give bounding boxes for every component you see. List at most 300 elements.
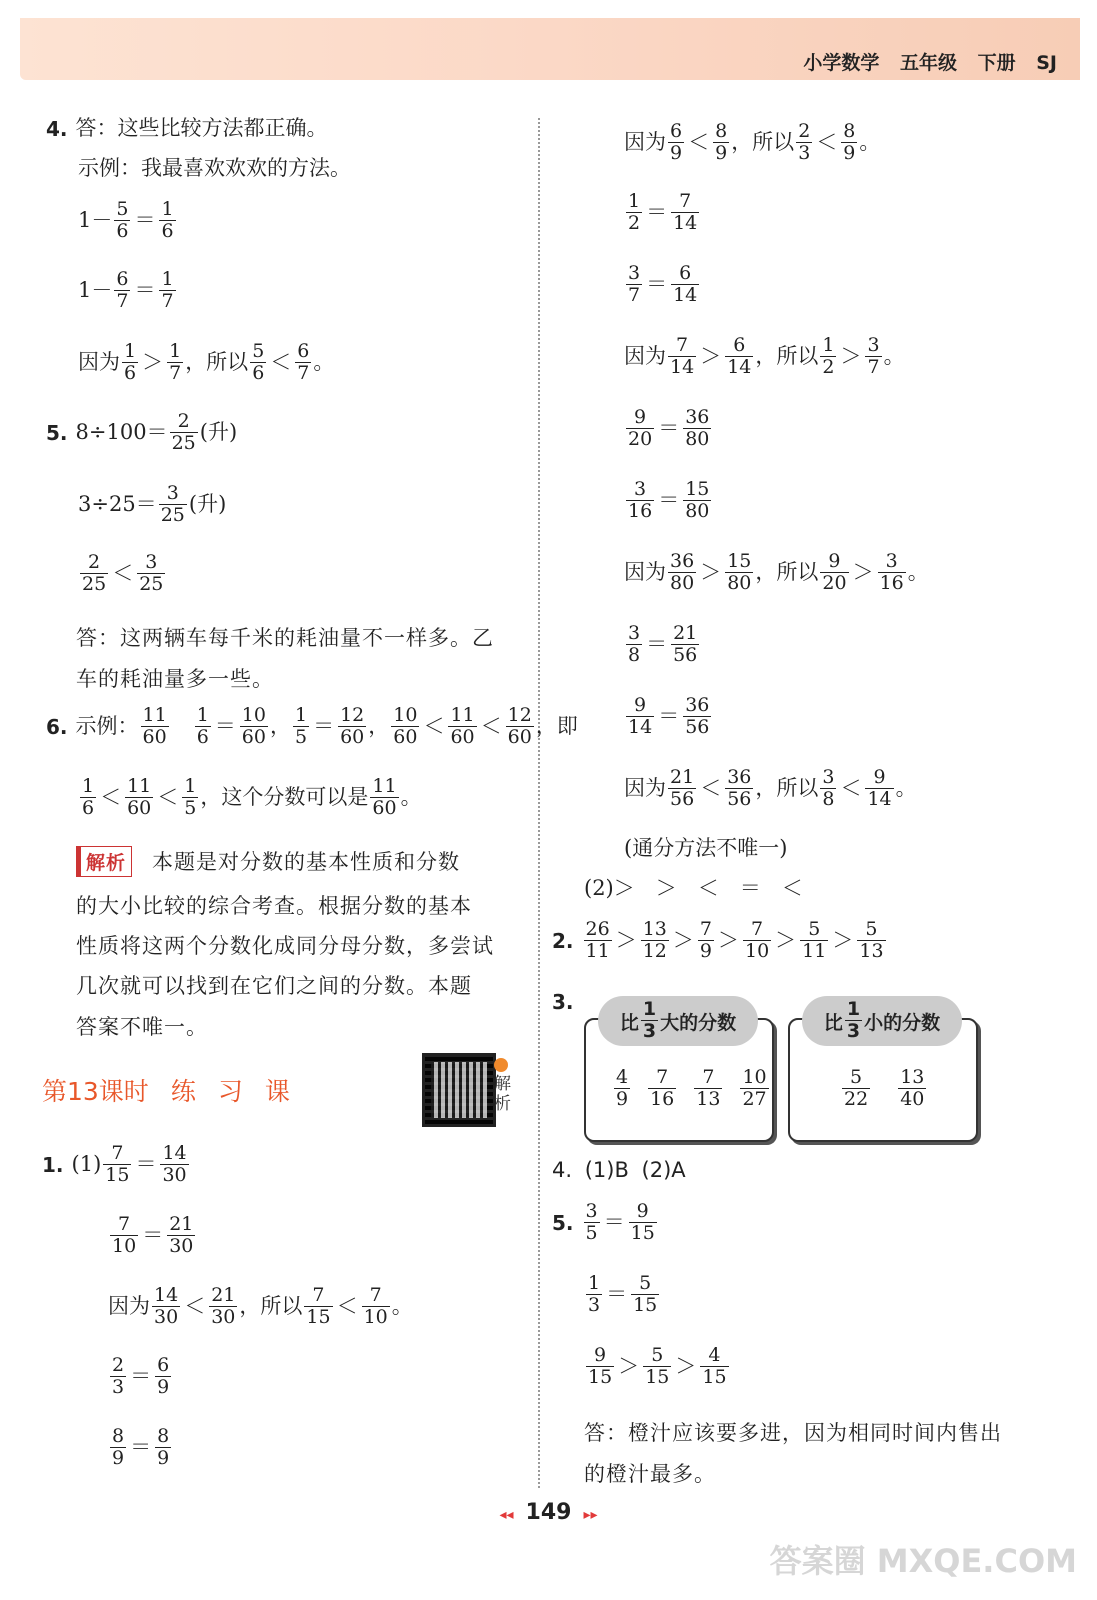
r-q5-compare: $\frac{9}{15}$ ＞ $\frac{5}{15}$ ＞ $\frac{4}{15}$	[588, 1344, 727, 1388]
fraction	[152, 1286, 180, 1328]
r-part2: (2)＞ ＞ ＜ ＝ ＜	[584, 876, 803, 900]
numerator: 6	[116, 268, 129, 290]
fraction	[668, 768, 696, 810]
fraction	[110, 1427, 126, 1469]
numerator: 1	[822, 334, 835, 356]
numerator: 9	[636, 1200, 649, 1222]
fraction	[362, 1286, 390, 1328]
denominator: 7	[169, 361, 182, 384]
denominator: 7	[297, 361, 310, 384]
play-icon	[494, 1058, 508, 1072]
numerator: 11	[127, 775, 152, 797]
numerator: 9	[634, 406, 647, 428]
q5-answer-line2: 车的耗油量多一些。	[76, 667, 274, 691]
denominator: 6	[116, 219, 129, 242]
denominator: 22	[844, 1087, 869, 1110]
denominator: 80	[727, 571, 752, 594]
header-title: 小学数学 五年级 下册 SJ	[803, 52, 1057, 74]
denominator: 6	[196, 725, 209, 748]
numerator: 3	[628, 262, 641, 284]
denominator: 6	[252, 361, 265, 384]
denominator: 14	[673, 283, 698, 306]
numerator: 7	[702, 1066, 715, 1088]
denominator: 56	[727, 787, 752, 810]
numerator: 11	[450, 704, 475, 726]
denominator: 6	[161, 219, 174, 242]
r-eq-3: $\frac{9}{20}$ ＝ $\frac{36}{80}$	[628, 406, 710, 450]
denominator: 20	[628, 427, 653, 450]
page-number: ◂◂ 149 ▸▸	[499, 1500, 598, 1525]
numerator: 36	[727, 766, 752, 788]
numerator: 1	[124, 340, 137, 362]
numerator: 21	[670, 766, 695, 788]
numerator: 9	[873, 766, 886, 788]
fraction	[648, 1068, 676, 1110]
numerator: 3	[628, 622, 641, 644]
numerator: 1	[642, 998, 657, 1021]
numerator: 12	[340, 704, 365, 726]
denominator: 9	[112, 1446, 125, 1469]
fraction	[159, 484, 187, 526]
numerator: 10	[241, 704, 266, 726]
fraction	[671, 264, 699, 306]
next-arrow-icon: ▸▸	[583, 1507, 598, 1523]
r-q5-eq1: 5. $\frac{3}{5}$ ＝ $\frac{9}{15}$	[552, 1200, 655, 1244]
jiexi-line4: 几次就可以找到在它们之间的分数。本题	[76, 974, 472, 998]
denominator: 12	[642, 939, 667, 962]
denominator: 60	[507, 725, 532, 748]
numerator: 5	[116, 198, 129, 220]
fraction	[743, 920, 771, 962]
fraction	[694, 1068, 722, 1110]
fraction	[167, 342, 183, 384]
numerator: 6	[679, 262, 692, 284]
numerator: 7	[118, 1213, 131, 1235]
numerator: 21	[211, 1284, 236, 1306]
q5-compare: $\frac{2}{25}$ ＜ $\frac{3}{25}$	[82, 551, 164, 595]
denominator: 20	[822, 571, 847, 594]
bigger-fractions-list	[612, 1068, 771, 1110]
numerator: 1	[161, 268, 174, 290]
numerator: 7	[676, 334, 689, 356]
jiexi-line2: 的大小比较的综合考查。根据分数的基本	[76, 894, 472, 918]
fraction	[155, 1356, 171, 1398]
r-note: (通分方法不唯一)	[624, 836, 788, 860]
denominator: 25	[160, 503, 185, 526]
numerator: 12	[507, 704, 532, 726]
denominator: 9	[843, 141, 856, 164]
fraction	[629, 1202, 657, 1244]
numerator: 3	[585, 1200, 598, 1222]
fraction	[391, 706, 419, 748]
denominator: 7	[867, 355, 880, 378]
fraction	[114, 270, 130, 312]
numerator: 36	[685, 694, 710, 716]
q4-example: 示例：我最喜欢欢欢的方法。	[78, 156, 351, 180]
numerator: 1	[161, 198, 174, 220]
numerator: 8	[157, 1425, 170, 1447]
denominator: 15	[588, 1365, 613, 1388]
fraction	[725, 552, 753, 594]
column-divider	[538, 118, 540, 1488]
jiexi-line1: 解析 本题是对分数的基本性质和分数	[76, 846, 460, 877]
fraction	[641, 1000, 658, 1042]
fraction	[626, 696, 654, 738]
denominator: 16	[650, 1087, 675, 1110]
r-q3-num: 3.	[552, 990, 574, 1014]
denominator: 7	[116, 289, 129, 312]
denominator: 5	[294, 725, 308, 748]
fraction	[370, 777, 398, 819]
denominator: 11	[802, 939, 827, 962]
numerator: 8	[843, 120, 856, 142]
numerator: 7	[699, 918, 712, 940]
numerator: 4	[616, 1066, 629, 1088]
r-answer-line2: 的橙汁最多。	[584, 1462, 716, 1486]
denominator: 60	[372, 796, 397, 819]
denominator: 3	[642, 1020, 657, 1042]
denominator: 13	[859, 939, 884, 962]
denominator: 9	[157, 1446, 170, 1469]
denominator: 30	[169, 1234, 194, 1257]
bigger-fractions-head: 比 $\frac{1}{3}$ 大的分数	[598, 996, 758, 1046]
numerator: 3	[166, 482, 179, 504]
denominator: 80	[685, 499, 710, 522]
denominator: 10	[363, 1305, 388, 1328]
denominator: 15	[306, 1305, 331, 1328]
fraction	[878, 552, 906, 594]
fraction	[170, 412, 198, 454]
denominator: 6	[82, 796, 95, 819]
numerator: 1	[628, 190, 641, 212]
denominator: 56	[670, 787, 695, 810]
fraction	[725, 768, 753, 810]
fraction	[614, 1068, 630, 1110]
fraction	[671, 192, 699, 234]
numerator: 14	[154, 1284, 179, 1306]
numerator: 1	[82, 775, 95, 797]
qr-label: 解 析	[494, 1058, 512, 1114]
numerator: 2	[177, 410, 190, 432]
denominator: 60	[127, 796, 152, 819]
numerator: 10	[393, 704, 418, 726]
fraction	[820, 336, 836, 378]
fraction	[865, 768, 893, 810]
numerator: 10	[742, 1066, 767, 1088]
fraction	[209, 1286, 237, 1328]
r-conclusion-1: 因为 $\frac{6}{9}$ ＜ $\frac{8}{9}$ ，所以 $\frac{2}{3}$ ＜ $\frac{8}{9}$ 。	[624, 120, 881, 164]
qr-code-icon[interactable]	[422, 1053, 496, 1127]
r-eq-2: $\frac{3}{7}$ ＝ $\frac{6}{14}$	[628, 262, 698, 306]
denominator: 56	[685, 715, 710, 738]
denominator: 2	[628, 211, 641, 234]
numerator: 13	[642, 918, 667, 940]
q1-eq2: $\frac{7}{10}$ ＝ $\frac{21}{30}$	[112, 1213, 194, 1257]
numerator: 7	[679, 190, 692, 212]
denominator: 60	[393, 725, 418, 748]
numerator: 2	[798, 120, 811, 142]
numerator: 9	[594, 1344, 607, 1366]
q5-eq1: 5. 8÷100＝ $\frac{2}{25}$ (升)	[46, 410, 238, 454]
fraction	[641, 920, 669, 962]
numerator: 2	[88, 551, 101, 573]
fraction	[80, 553, 108, 595]
denominator: 7	[628, 283, 641, 306]
fraction	[250, 342, 266, 384]
numerator: 7	[656, 1066, 669, 1088]
fraction	[626, 624, 642, 666]
fraction	[584, 1202, 600, 1244]
numerator: 9	[828, 550, 841, 572]
denominator: 10	[744, 939, 770, 962]
numerator: 36	[670, 550, 695, 572]
numerator: 9	[634, 694, 647, 716]
fraction	[167, 1215, 195, 1257]
fraction	[683, 408, 711, 450]
denominator: 3	[798, 141, 811, 164]
denominator: 13	[696, 1087, 721, 1110]
r-answer-line1: 答：橙汁应该要多进，因为相同时间内售出	[584, 1421, 1002, 1445]
q6-line1: 6. 示例： $\frac{11}{60}$ $\frac{1}{6}$ ＝ $\frac{10}{60}$ ， $\frac{1}{5}$ ＝ $\frac{12}{60}$ ， $\frac{10}{60}$ ＜ $\frac{11}{60}$ ＜ $\frac{12}{60}$ ，即	[46, 704, 578, 748]
denominator: 30	[162, 1163, 187, 1186]
fraction	[160, 1144, 188, 1186]
fraction	[626, 480, 654, 522]
denominator: 80	[685, 427, 710, 450]
denominator: 60	[241, 725, 266, 748]
fraction	[668, 122, 684, 164]
fraction	[125, 777, 153, 819]
denominator: 3	[588, 1293, 601, 1316]
denominator: 7	[161, 289, 174, 312]
denominator: 60	[340, 725, 365, 748]
fraction	[295, 342, 311, 384]
q1-eq4: $\frac{8}{9}$ ＝ $\frac{8}{9}$	[112, 1425, 170, 1469]
numerator: 3	[867, 334, 880, 356]
denominator: 6	[124, 361, 137, 384]
fraction	[713, 122, 729, 164]
prev-arrow-icon: ◂◂	[499, 1507, 514, 1523]
denominator: 25	[82, 572, 107, 595]
denominator: 8	[628, 643, 641, 666]
denominator: 80	[670, 571, 695, 594]
numerator: 5	[639, 1272, 652, 1294]
denominator: 30	[154, 1305, 179, 1328]
q1-eq3: $\frac{2}{3}$ ＝ $\frac{6}{9}$	[112, 1354, 170, 1398]
numerator: 5	[865, 918, 878, 940]
denominator: 9	[715, 141, 728, 164]
numerator: 2	[112, 1354, 125, 1376]
numerator: 4	[708, 1344, 721, 1366]
denominator: 14	[867, 787, 892, 810]
fraction	[668, 336, 696, 378]
denominator: 14	[727, 355, 752, 378]
numerator: 6	[733, 334, 746, 356]
fraction	[626, 264, 642, 306]
r-eq-6: $\frac{9}{14}$ ＝ $\frac{36}{56}$	[628, 694, 710, 738]
fraction	[586, 1274, 602, 1316]
fraction	[683, 696, 711, 738]
numerator: 1	[169, 340, 182, 362]
fraction	[740, 1068, 768, 1110]
r-conclusion-2: 因为 $\frac{7}{14}$ ＞ $\frac{6}{14}$ ，所以 $\frac{1}{2}$ ＞ $\frac{3}{7}$ 。	[624, 334, 905, 378]
smaller-fractions-head: 比 $\frac{1}{3}$ 小的分数	[802, 996, 962, 1046]
jiexi-line5: 答案不唯一。	[76, 1015, 208, 1039]
fraction	[304, 1286, 332, 1328]
r-eq-4: $\frac{3}{16}$ ＝ $\frac{15}{80}$	[628, 478, 710, 522]
denominator: 9	[699, 939, 712, 962]
denominator: 15	[702, 1365, 727, 1388]
denominator: 5	[585, 1221, 598, 1244]
fraction	[668, 552, 696, 594]
fraction	[584, 920, 612, 962]
fraction	[141, 706, 169, 748]
fraction	[137, 553, 165, 595]
fraction	[586, 1346, 614, 1388]
denominator: 56	[673, 643, 698, 666]
fraction	[700, 1346, 728, 1388]
fraction	[725, 336, 753, 378]
numerator: 5	[850, 1066, 863, 1088]
fraction	[293, 706, 309, 748]
denominator: 60	[450, 725, 475, 748]
jiexi-line3: 性质将这两个分数化成同分母分数，多尝试	[76, 934, 494, 958]
denominator: 10	[112, 1234, 137, 1257]
numerator: 15	[727, 550, 752, 572]
numerator: 3	[634, 478, 647, 500]
denominator: 3	[846, 1020, 861, 1042]
numerator: 15	[685, 478, 710, 500]
q5-eq2: 3÷25＝ $\frac{3}{25}$ (升)	[78, 482, 227, 526]
fraction	[671, 624, 699, 666]
fraction	[506, 706, 534, 748]
numerator: 11	[142, 704, 167, 726]
denominator: 15	[633, 1293, 658, 1316]
numerator: 7	[751, 918, 764, 940]
section-title: 第13课时 练 习 课	[42, 1077, 290, 1106]
r-conclusion-3: 因为 $\frac{36}{80}$ ＞ $\frac{15}{80}$ ，所以 $\frac{9}{20}$ ＞ $\frac{3}{16}$ 。	[624, 550, 929, 594]
numerator: 3	[822, 766, 835, 788]
q4-eq1: 1－ $\frac{5}{6}$ ＝ $\frac{1}{6}$	[78, 198, 174, 242]
numerator: 13	[900, 1066, 925, 1088]
q6-line2: $\frac{1}{6}$ ＜ $\frac{11}{60}$ ＜ $\frac{1}{5}$ ，这个分数可以是 $\frac{11}{60}$ 。	[82, 775, 422, 819]
numerator: 1	[294, 704, 308, 726]
q5-answer-line1: 答：这两辆车每千米的耗油量不一样多。乙	[76, 626, 494, 650]
fraction	[698, 920, 714, 962]
denominator: 27	[742, 1087, 767, 1110]
fraction	[626, 408, 654, 450]
q1-conclusion: 因为 $\frac{14}{30}$ ＜ $\frac{21}{30}$ ，所以 $\frac{7}{15}$ ＜ $\frac{7}{10}$ 。	[108, 1284, 413, 1328]
fraction	[114, 200, 130, 242]
numerator: 6	[670, 120, 683, 142]
numerator: 3	[145, 551, 158, 573]
denominator: 16	[879, 571, 904, 594]
watermark: 答案圈 MXQE.COM	[769, 1542, 1077, 1580]
fraction	[820, 768, 836, 810]
numerator: 6	[157, 1354, 170, 1376]
denominator: 25	[171, 431, 196, 454]
numerator: 1	[184, 775, 197, 797]
denominator: 40	[900, 1087, 925, 1110]
fraction	[110, 1356, 126, 1398]
r-q4: 4. (1)B (2)A	[552, 1158, 686, 1182]
fraction	[626, 192, 642, 234]
denominator: 15	[645, 1365, 670, 1388]
denominator: 14	[673, 211, 698, 234]
fraction	[845, 1000, 862, 1042]
denominator: 9	[670, 141, 683, 164]
denominator: 16	[628, 499, 653, 522]
fraction	[683, 480, 711, 522]
fraction	[796, 122, 812, 164]
denominator: 3	[112, 1375, 125, 1398]
denominator: 2	[822, 355, 835, 378]
numerator: 8	[715, 120, 728, 142]
fraction	[800, 920, 828, 962]
q4-answer: 4. 答：这些比较方法都正确。	[46, 116, 328, 141]
numerator: 5	[651, 1344, 664, 1366]
numerator: 7	[111, 1142, 124, 1164]
fraction	[842, 1068, 870, 1110]
fraction	[820, 552, 848, 594]
smaller-fractions-list	[840, 1068, 928, 1110]
numerator: 7	[312, 1284, 325, 1306]
r-q5-eq2: $\frac{1}{3}$ ＝ $\frac{5}{15}$	[588, 1272, 658, 1316]
q1-eq1: 1. (1) $\frac{7}{15}$ ＝ $\frac{14}{30}$	[42, 1142, 187, 1186]
denominator: 9	[616, 1087, 629, 1110]
fraction	[338, 706, 366, 748]
numerator: 7	[369, 1284, 382, 1306]
fraction	[110, 1215, 138, 1257]
numerator: 14	[162, 1142, 187, 1164]
jiexi-label: 解析	[76, 846, 132, 877]
r-conclusion-4: 因为 $\frac{21}{56}$ ＜ $\frac{36}{56}$ ，所以 $\frac{3}{8}$ ＜ $\frac{9}{14}$ 。	[624, 766, 917, 810]
r-q2: 2. $\frac{26}{11}$ ＞ $\frac{13}{12}$ ＞ $\frac{7}{9}$ ＞ $\frac{7}{10}$ ＞ $\frac{5}{11}$ ＞ $\frac{5}{13}$	[552, 918, 884, 962]
denominator: 25	[139, 572, 164, 595]
fraction	[448, 706, 476, 748]
numerator: 11	[372, 775, 397, 797]
denominator: 15	[105, 1163, 130, 1186]
fraction	[195, 706, 211, 748]
denominator: 11	[585, 939, 610, 962]
r-eq-5: $\frac{3}{8}$ ＝ $\frac{21}{56}$	[628, 622, 698, 666]
fraction	[631, 1274, 659, 1316]
numerator: 21	[673, 622, 698, 644]
numerator: 1	[588, 1272, 601, 1294]
numerator: 8	[112, 1425, 125, 1447]
q4-conclusion: 因为 $\frac{1}{6}$ ＞ $\frac{1}{7}$ ，所以 $\frac{5}{6}$ ＜ $\frac{6}{7}$ 。	[78, 340, 335, 384]
denominator: 9	[157, 1375, 170, 1398]
fraction	[155, 1427, 171, 1469]
fraction	[103, 1144, 131, 1186]
fraction	[240, 706, 268, 748]
numerator: 21	[169, 1213, 194, 1235]
numerator: 1	[196, 704, 209, 726]
fraction	[857, 920, 885, 962]
fraction	[841, 122, 857, 164]
fraction	[80, 777, 96, 819]
r-eq-1: $\frac{1}{2}$ ＝ $\frac{7}{14}$	[628, 190, 698, 234]
numerator: 3	[885, 550, 898, 572]
fraction	[182, 777, 198, 819]
q4-eq2: 1－ $\frac{6}{7}$ ＝ $\frac{1}{7}$	[78, 268, 174, 312]
fraction	[865, 336, 881, 378]
fraction	[159, 270, 175, 312]
denominator: 15	[630, 1221, 655, 1244]
denominator: 14	[628, 715, 653, 738]
numerator: 26	[585, 918, 610, 940]
numerator: 36	[685, 406, 710, 428]
numerator: 1	[846, 998, 861, 1021]
